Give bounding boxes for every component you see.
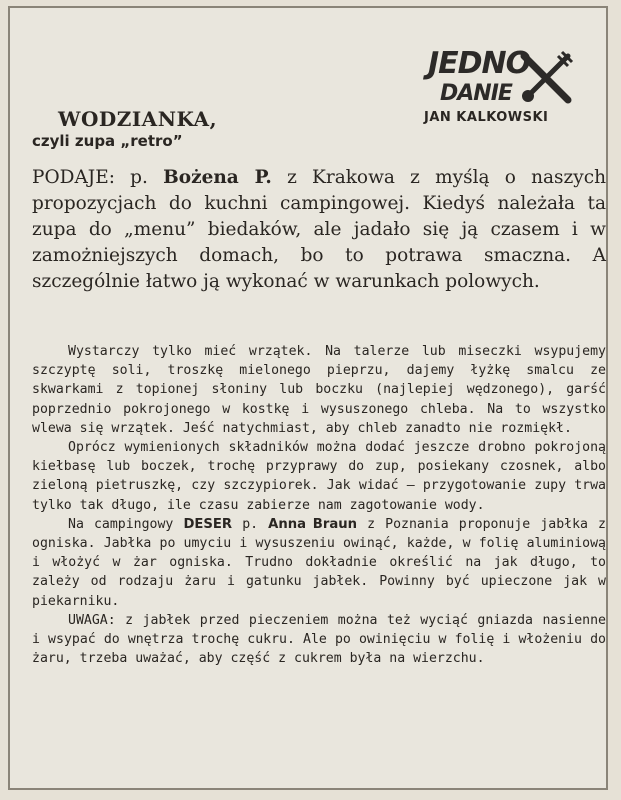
lead-text-rest: z Krakowa z myślą o naszych propozycjach do kuchni campingowej. Kiedyś należała ta zupa do „menu” biedaków, ale jadało się ją czasem i w zamożniejszych domach, bo to potrawa smaczna. A szczególnie łatwo ją wykonać w warunkach polowych. — [32, 167, 606, 292]
body-paragraph-4: UWAGA: z jabłek przed pieczeniem można też wyciąć gniazda nasienne i wsypać do wnętrza trochę cukru. Ale po owinięciu w folię i włożeniu do żaru, trzeba uważać, aby część z cukrem była na wierzchu. — [32, 612, 606, 667]
article-body — [32, 342, 606, 668]
lead-contributor-name: Bożena P. — [163, 167, 272, 188]
body-paragraph-3 — [32, 515, 606, 611]
crossed-utensils-icon — [518, 50, 576, 106]
body-paragraph-1: Wystarczy tylko mieć wrzątek. Na talerze lub miseczki wsypujemy szczyptę soli, troszkę mielonego pieprzu, dajemy łyżkę smalcu ze skwarkami z topionej słoniny lub boczku (najlepiej wędzonego), garść poprzednio pokrojonego w kostkę i wysuszonego chleba. Na to wszystko wlewa się wrzątek. Jeść natychmiast, aby chleb zanadto nie rozmiękł. — [32, 344, 606, 436]
para3-text-a: Na campingowy — [68, 516, 184, 532]
para3-text-c: z Poznania proponuje jabłka z ogniska. Jabłka po umyciu i wysuszeniu owinąć, każde, w folię aluminiową i włożyć w żar ogniska. Trudno dokładnie określić na jak długo, to zależy od rodzaju żaru i gatunku jabłek. Powinny być upieczone jak w piekarniku. — [32, 516, 606, 609]
lead-text-start: PODAJE: p. — [32, 167, 164, 188]
column-logo — [420, 46, 580, 136]
lead-paragraph — [32, 165, 606, 295]
article-subtitle: czyli zupa „retro” — [32, 132, 183, 150]
body-paragraph-2: Oprócz wymienionych składników można dodać jeszcze drobno pokrojoną kiełbasę lub boczek, trochę przyprawy do zup, posiekany czosnek, albo zieloną pietruszkę, czy szczypiorek. Jak widać — przygotowanie zupy trwa tylko tak długo, ile czasu zabierze nam zagotowanie wody. — [32, 440, 606, 513]
para3-text-b: p. — [232, 516, 269, 532]
para3-deser: DESER — [183, 516, 233, 532]
logo-word-jedno: JEDNO — [428, 46, 531, 81]
newspaper-clipping — [8, 6, 608, 790]
para3-contributor-name: Anna Braun — [268, 516, 358, 532]
logo-word-danie: DANIE — [440, 81, 512, 106]
column-author: JAN KALKOWSKI — [424, 110, 549, 125]
article-title: WODZIANKA, — [58, 107, 218, 131]
